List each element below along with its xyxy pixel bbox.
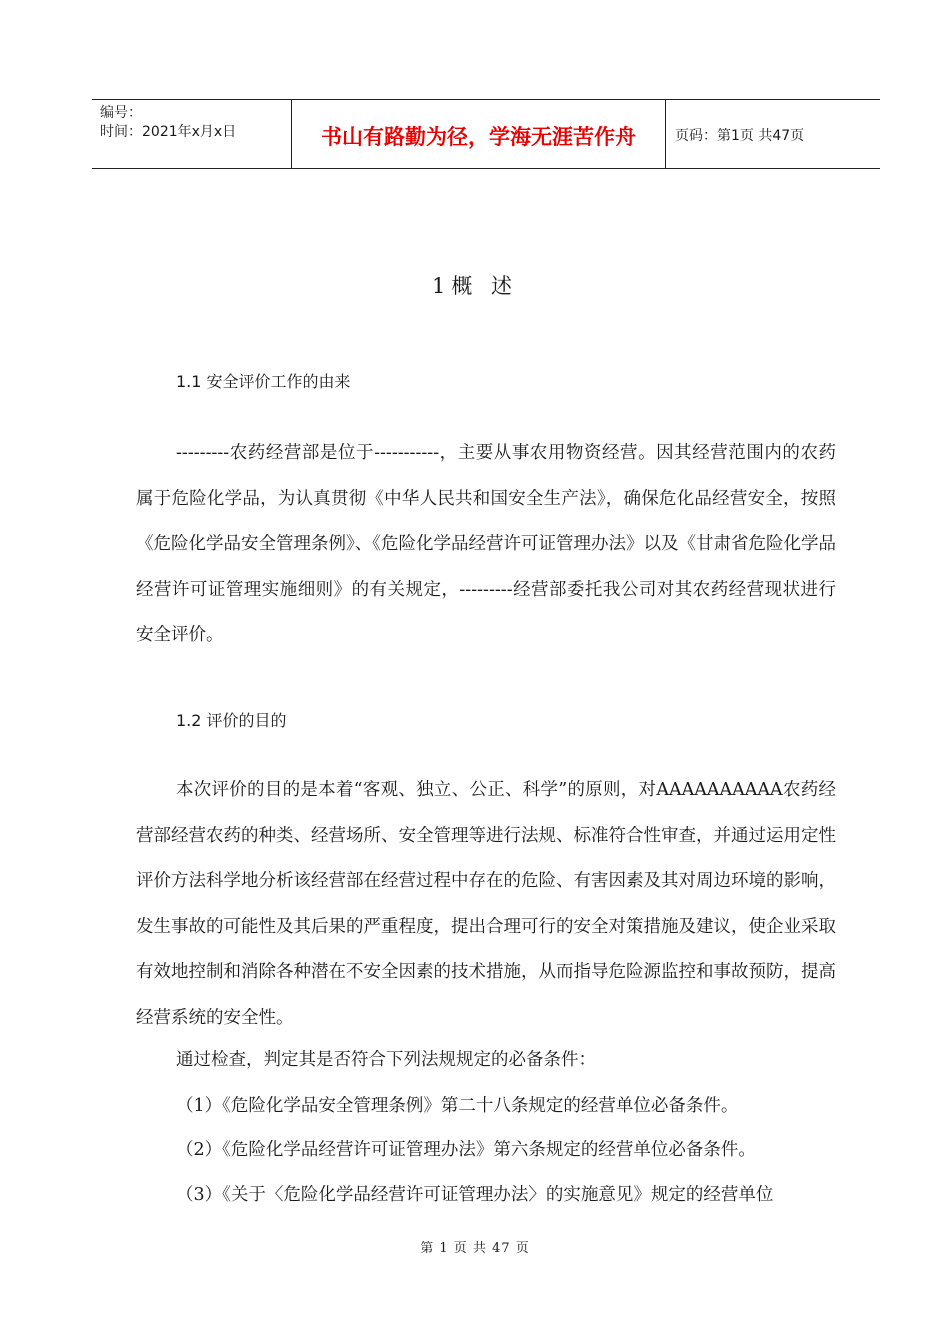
time-label: 时间：2021年x月x日 — [100, 124, 237, 140]
list-item-2: （2）《危险化学品经营许可证管理办法》第六条规定的经营单位必备条件。 — [176, 1140, 756, 1160]
page-header — [92, 99, 880, 169]
list-item-1: （1）《危险化学品安全管理条例》第二十八条规定的经营单位必备条件。 — [176, 1096, 739, 1116]
serial-label: 编号： — [100, 105, 142, 121]
section-title-1-2: 1.2 评价的目的 — [176, 711, 287, 730]
header-motto: 书山有路勤为径，学海无涯苦作舟 — [321, 125, 636, 149]
header-divider-right — [665, 100, 666, 168]
paragraph-origin: ---------农药经营部是位于-----------，主要从事农用物资经营。因其经营范围内的农药属于危险化学品，为认真贯彻《中华人民共和国安全生产法》，确保危化品经营安全，按照《危险化学品安全管理条例》、《危险化学品经营许可证管理办法》以及《甘肃省危险化学品经营许可证管理实施细则》的有关规定，---------经营部委托我公司对其农药经营现状进行安全评价。 — [136, 443, 836, 646]
header-meta — [100, 104, 236, 142]
paragraph-check-intro: 通过检查，判定其是否符合下列法规规定的必备条件： — [176, 1050, 596, 1070]
header-page-info: 页码：第1页 共47页 — [675, 128, 805, 144]
page-footer: 第 1 页 共 47 页 — [420, 1241, 530, 1256]
paragraph-purpose: 本次评价的目的是本着“客观、独立、公正、科学”的原则，对AAAAAAAAAA农药经营部经营农药的种类、经营场所、安全管理等进行法规、标准符合性审查，并通过运用定性评价方法科学地分析该经营部在经营过程中存在的危险、有害因素及其对周边环境的影响，发生事故的可能性及其后果的严重程度，提出合理可行的安全对策措施及建议，使企业采取有效地控制和消除各种潜在不安全因素的技术措施，从而指导危险源监控和事故预防，提高经营系统的安全性。 — [136, 780, 836, 1028]
chapter-title: 1概 述 — [431, 274, 519, 298]
list-item-3: （3）《关于〈危险化学品经营许可证管理办法〉的实施意见》规定的经营单位 — [176, 1185, 774, 1205]
section-title-1-1: 1.1 安全评价工作的由来 — [176, 372, 351, 391]
